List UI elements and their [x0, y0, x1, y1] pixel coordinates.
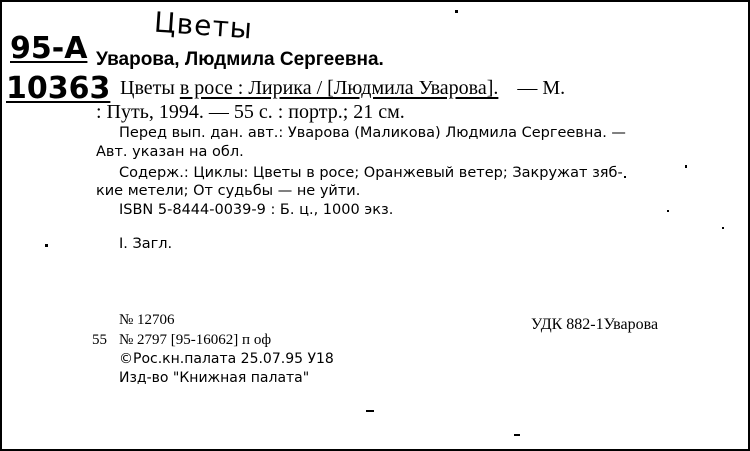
udc-classification: УДК 882-1Уварова	[531, 316, 659, 333]
title-suffix: — М.	[512, 77, 566, 99]
scan-speck	[685, 165, 687, 168]
record-number: № 12706	[119, 312, 175, 328]
isbn-line: ISBN 5-8444-0039-9 : Б. ц., 1000 экз.	[119, 202, 394, 218]
inventory-prefix: 55	[92, 332, 107, 348]
tracing: I. Загл.	[119, 236, 173, 252]
imprint-line: : Путь, 1994. — 55 с. : портр.; 21 см.	[96, 101, 405, 123]
scan-speck	[366, 410, 374, 412]
publisher-line: Изд-во "Книжная палата"	[119, 370, 310, 386]
scan-speck	[667, 210, 669, 212]
scan-speck	[514, 434, 520, 436]
note-line-2: Авт. указан на обл.	[96, 144, 244, 160]
handwritten-shelfmark-top: 95-А	[10, 31, 88, 66]
scan-speck	[624, 176, 626, 178]
author-heading: Уварова, Людмила Сергеевна.	[96, 49, 384, 70]
scan-speck	[455, 10, 458, 13]
card-number-line: № 2797 [95-16062] п оф	[119, 332, 272, 348]
scan-speck	[722, 227, 724, 229]
title-line	[120, 78, 565, 98]
note-line-1: Перед вып. дан. авт.: Уварова (Маликова) Людмила Сергеевна. —	[119, 125, 626, 141]
scan-speck	[45, 244, 48, 247]
title-underlined: в росе : Лирика / [Людмила Уварова].	[179, 77, 499, 99]
title-prefix: Цветы	[120, 77, 180, 99]
handwritten-subject: Цветы	[153, 5, 254, 46]
contents-line-1: Содерж.: Циклы: Цветы в росе; Оранжевый ветер; Закружат зяб-	[119, 165, 623, 181]
contents-line-2: кие метели; От судьбы — не уйти.	[96, 183, 361, 199]
handwritten-shelfmark-bottom: 10363	[6, 71, 111, 106]
chamber-line: ©Рос.кн.палата 25.07.95 У18	[119, 351, 334, 367]
